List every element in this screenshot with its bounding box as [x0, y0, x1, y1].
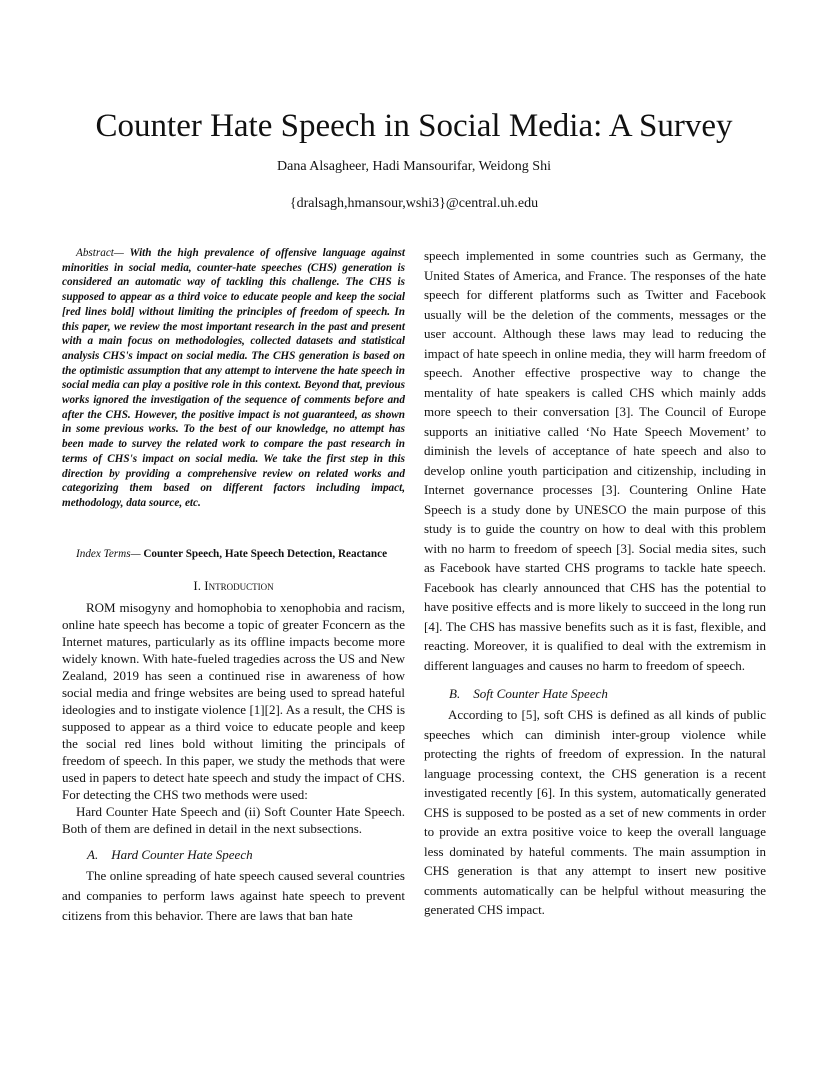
subsection-heading-soft: B. Soft Counter Hate Speech	[449, 686, 608, 701]
right-column	[424, 246, 766, 920]
hard-chs-paragraph: The online spreading of hate speech caused several countries and companies to perform laws against hate speech to prevent citizens from this behavior. There are laws that ban hate	[62, 868, 405, 923]
section-heading-introduction	[62, 577, 405, 594]
intro-paragraph-1: ROM misogyny and homophobia to xenophobia and racism, online hate speech has become a topic of greater Fconcern as the Internet matures, particularly as its offline impacts become more widely known. With hate-fueled tragedies across the US and New Zealand, 2019 has seen a continued rise in awareness of how social media and fringe websites are being used to spread hateful ideologies and to instigate violence [1][2]. As a result, the CHS is supposed to appear as a third voice to educate people and keep the social red lines bold without limiting the principals of freedom of speech. In this paper, we study the methods that were used in papers to detect hate speech and study the impact of CHS. For detecting the CHS two methods were used:	[62, 600, 405, 803]
index-terms-label: Index Terms—	[76, 547, 141, 560]
index-terms	[62, 547, 405, 562]
subsection-heading-hard: A. Hard Counter Hate Speech	[87, 847, 253, 863]
index-terms-text: Counter Speech, Hate Speech Detection, Reactance	[140, 547, 388, 560]
abstract	[62, 246, 405, 511]
intro-paragraph-2: Hard Counter Hate Speech and (ii) Soft Counter Hate Speech. Both of them are defined in detail in the next subsections.	[62, 804, 405, 837]
section-number: I.	[193, 578, 205, 594]
author-emails: {dralsagh,hmansour,wshi3}@central.uh.edu	[289, 196, 539, 211]
author-list: Dana Alsagheer, Hadi Mansourifar, Weidong Shi	[277, 159, 551, 174]
section-title: Introduction	[204, 578, 274, 594]
left-column	[62, 246, 405, 925]
paper-title: Counter Hate Speech in Social Media: A Survey	[95, 108, 733, 144]
abstract-text: With the high prevalence of offensive language against minorities in social media, counter-hate speeches (CHS) generation is considered an automatic way of tackling this challenge. The CHS is supposed to appear as a third voice to educate people and keep the social [red lines bold] without limiting the principles of freedom of speech. In this paper, we review the most important research in the past and present with a main focus on methodologies, collected datasets and statistical analysis CHS's impact on social media. The CHS generation is based on the optimistic assumption that any attempt to intervene the hate speech in social media can play a positive role in this context. Beyond that, previous works ignored the investigation of the sequence of comments before and after the CHS. However, the positive impact is not guaranteed, as shown in some previous works. To the best of our knowledge, no attempt has been made to survey the related work to compare the past research in terms of CHS's impact on social media. We take the first step in this direction by providing a comprehensive review on related works and categorizing them based on different factors including impact, methodology, data source, etc.	[62, 247, 405, 509]
soft-chs-paragraph: According to [5], soft CHS is defined as all kinds of public speeches which can diminish inter-group violence while protecting the rights of freedom of expression. In the natural language processing context, the CHS generation is a recent investigated recently [6]. In this system, automatically generated CHS is supposed to be posted as a set of new comments in order to provide an extra positive voice to keep the overall language less dominated by hateful comments. The main assumption in CHS generation is that any attempt to insert new positive comments automatically can be helpful without measuring the generated CHS impact.	[424, 707, 766, 917]
hard-chs-continued-paragraph: speech implemented in some countries such as Germany, the United States of America, and France. The responses of the hate speech for different platforms such as Twitter and Facebook usually will be the deletion of the comments, messages or the user account. Although these laws may lead to reducing the impact of hate speech in online media, they will harm freedom of speech. Another effective prospective way to change the mentality of hate speakers is called CHS which mainly adds more speech to their conversation [3]. The Council of Europe supports an initiative called ‘No Hate Speech Movement’ to diminish the levels of acceptance of hate speech and also to develop online youth participation and citizenship, including in Internet governance processes [3]. Countering Online Hate Speech is a study done by UNESCO the main purpose of this study is to guide the country on how to deal with this problem with no harm to freedom of speech [3]. Social media sites, such as Facebook have started CHS programs to tackle hate speech. Facebook has clearly announced that CHS has the potential to have positive effects and is more likely to succeed in the long run [4]. The CHS has massive benefits such as it is fast, flexible, and reacting. Moreover, it is qualified to deal with the extremism in different languages and causes no harm to freedom of speech.	[424, 248, 766, 673]
abstract-label: Abstract—	[76, 247, 124, 259]
